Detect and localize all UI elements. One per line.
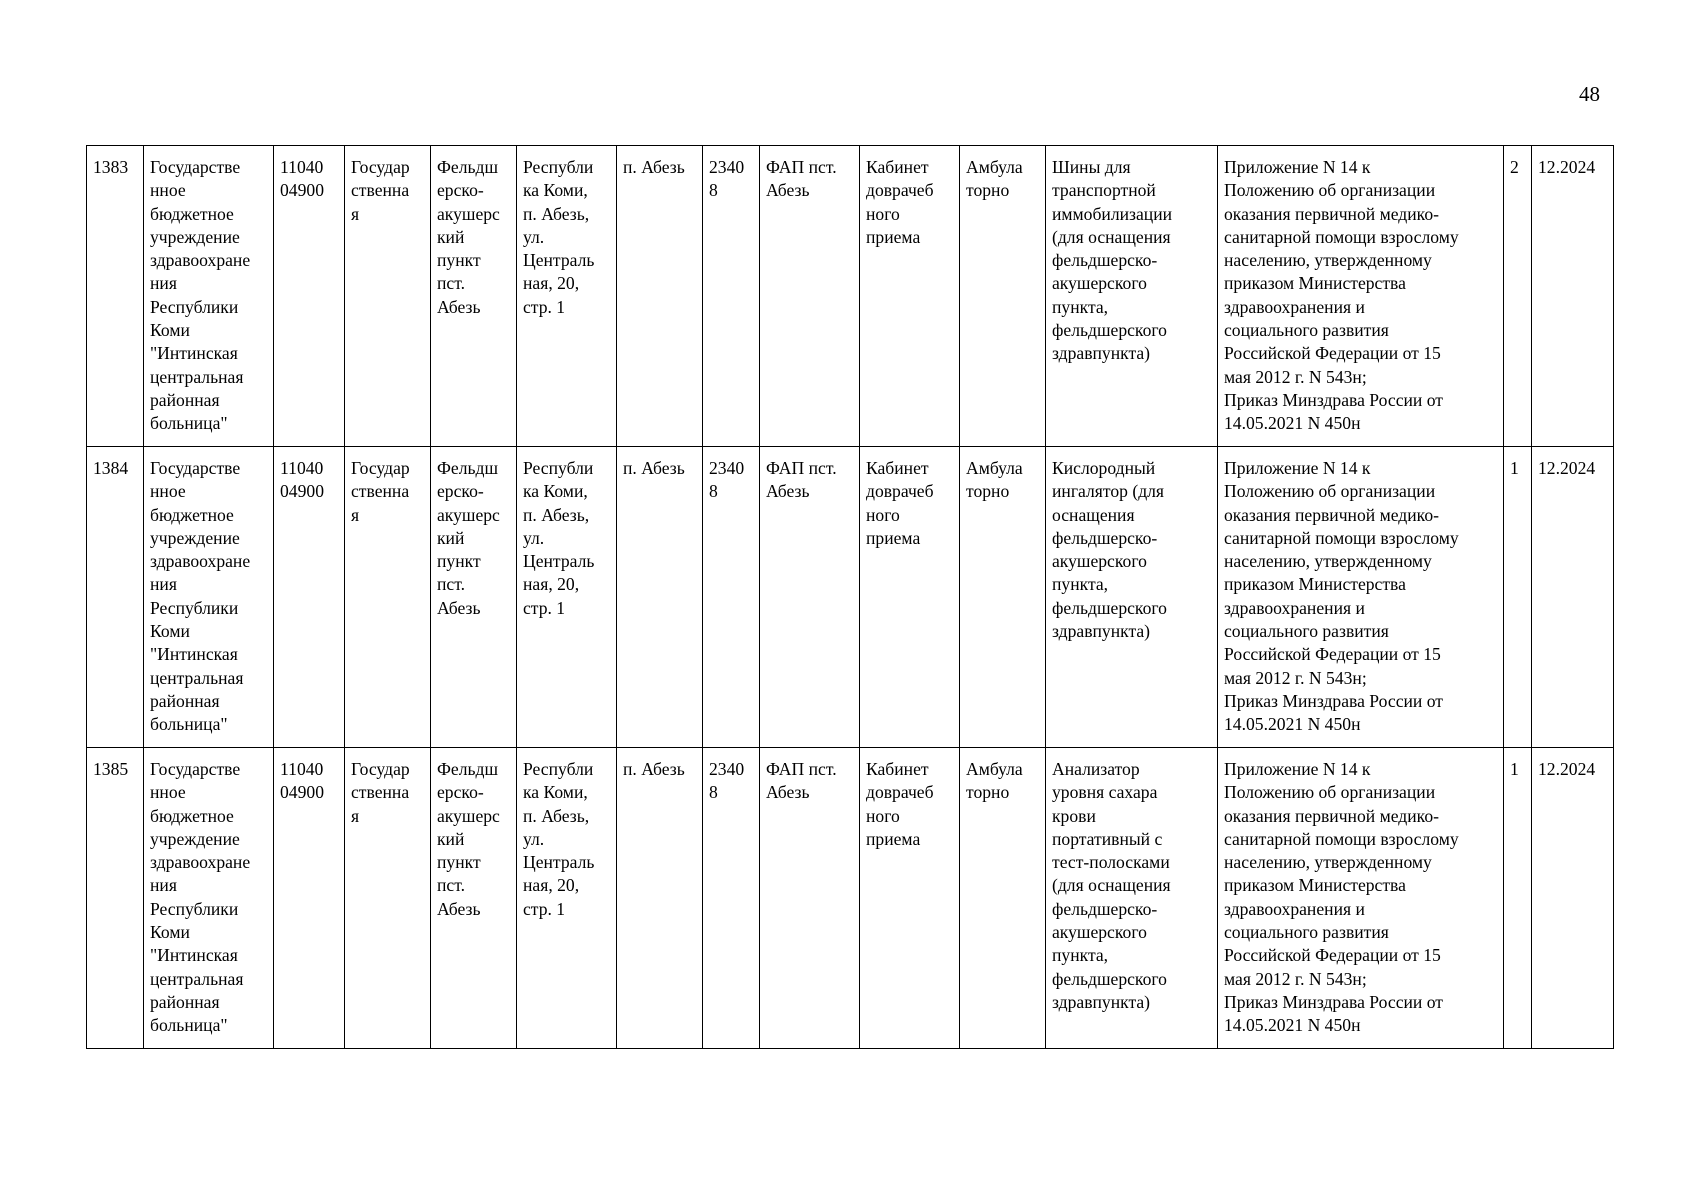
cell-care-form: Амбула торно: [960, 447, 1046, 748]
cell-legal-basis: Приложение N 14 к Положению об организации оказания первичной медико- санитарной помощи взрослому населению, утвержденному приказом Министерства здравоохранения и социального развития Российской Федерации от 15 мая 2012 г. N 543н; Приказ Минздрава России от 14.05.2021 N 450н: [1218, 146, 1504, 447]
cell-row-number: 1384: [87, 447, 144, 748]
cell-care-form: Амбула торно: [960, 146, 1046, 447]
cell-unit-name: ФАП пст. Абезь: [760, 748, 860, 1049]
cell-room: Кабинет доврачеб ного приема: [860, 146, 960, 447]
cell-date: 12.2024: [1532, 146, 1614, 447]
cell-ownership: Государ ственна я: [345, 748, 431, 1049]
cell-equipment: Анализатор уровня сахара крови портативный с тест-полосками (для оснащения фельдшерско- акушерского пункта, фельдшерского здравпункта): [1046, 748, 1218, 1049]
cell-quantity: 1: [1504, 748, 1532, 1049]
cell-row-number: 1383: [87, 146, 144, 447]
cell-org-code: 11040 04900: [274, 447, 345, 748]
cell-address: Республи ка Коми, п. Абезь, ул. Централь ная, 20, стр. 1: [517, 748, 617, 1049]
table-row: [87, 146, 1614, 447]
cell-ownership: Государ ственна я: [345, 447, 431, 748]
cell-equipment: Шины для транспортной иммобилизации (для оснащения фельдшерско- акушерского пункта, фельдшерского здравпункта): [1046, 146, 1218, 447]
equipment-registry-table: [86, 145, 1614, 1049]
cell-legal-basis: Приложение N 14 к Положению об организации оказания первичной медико- санитарной помощи взрослому населению, утвержденному приказом Министерства здравоохранения и социального развития Российской Федерации от 15 мая 2012 г. N 543н; Приказ Минздрава России от 14.05.2021 N 450н: [1218, 748, 1504, 1049]
cell-address: Республи ка Коми, п. Абезь, ул. Централь ная, 20, стр. 1: [517, 146, 617, 447]
cell-date: 12.2024: [1532, 447, 1614, 748]
cell-org-code: 11040 04900: [274, 146, 345, 447]
cell-care-form: Амбула торно: [960, 748, 1046, 1049]
cell-settlement: п. Абезь: [617, 146, 703, 447]
cell-room: Кабинет доврачеб ного приема: [860, 447, 960, 748]
cell-unit-name: ФАП пст. Абезь: [760, 146, 860, 447]
cell-ownership: Государ ственна я: [345, 146, 431, 447]
cell-unit-type: Фельдш ерско- акушерс кий пункт пст. Абезь: [431, 146, 517, 447]
cell-index: 2340 8: [703, 146, 760, 447]
page-number: 48: [1579, 82, 1600, 106]
cell-quantity: 2: [1504, 146, 1532, 447]
cell-equipment: Кислородный ингалятор (для оснащения фельдшерско- акушерского пункта, фельдшерского здравпункта): [1046, 447, 1218, 748]
cell-organization: Государстве нное бюджетное учреждение здравоохране ния Республики Коми "Интинская центральная районная больница": [144, 447, 274, 748]
cell-legal-basis: Приложение N 14 к Положению об организации оказания первичной медико- санитарной помощи взрослому населению, утвержденному приказом Министерства здравоохранения и социального развития Российской Федерации от 15 мая 2012 г. N 543н; Приказ Минздрава России от 14.05.2021 N 450н: [1218, 447, 1504, 748]
cell-quantity: 1: [1504, 447, 1532, 748]
cell-date: 12.2024: [1532, 748, 1614, 1049]
cell-unit-type: Фельдш ерско- акушерс кий пункт пст. Абезь: [431, 748, 517, 1049]
cell-organization: Государстве нное бюджетное учреждение здравоохране ния Республики Коми "Интинская центральная районная больница": [144, 146, 274, 447]
cell-address: Республи ка Коми, п. Абезь, ул. Централь ная, 20, стр. 1: [517, 447, 617, 748]
cell-unit-type: Фельдш ерско- акушерс кий пункт пст. Абезь: [431, 447, 517, 748]
cell-room: Кабинет доврачеб ного приема: [860, 748, 960, 1049]
cell-settlement: п. Абезь: [617, 748, 703, 1049]
cell-organization: Государстве нное бюджетное учреждение здравоохране ния Республики Коми "Интинская центральная районная больница": [144, 748, 274, 1049]
cell-row-number: 1385: [87, 748, 144, 1049]
cell-org-code: 11040 04900: [274, 748, 345, 1049]
cell-index: 2340 8: [703, 748, 760, 1049]
cell-index: 2340 8: [703, 447, 760, 748]
table-row: [87, 447, 1614, 748]
cell-unit-name: ФАП пст. Абезь: [760, 447, 860, 748]
cell-settlement: п. Абезь: [617, 447, 703, 748]
table-row: [87, 748, 1614, 1049]
